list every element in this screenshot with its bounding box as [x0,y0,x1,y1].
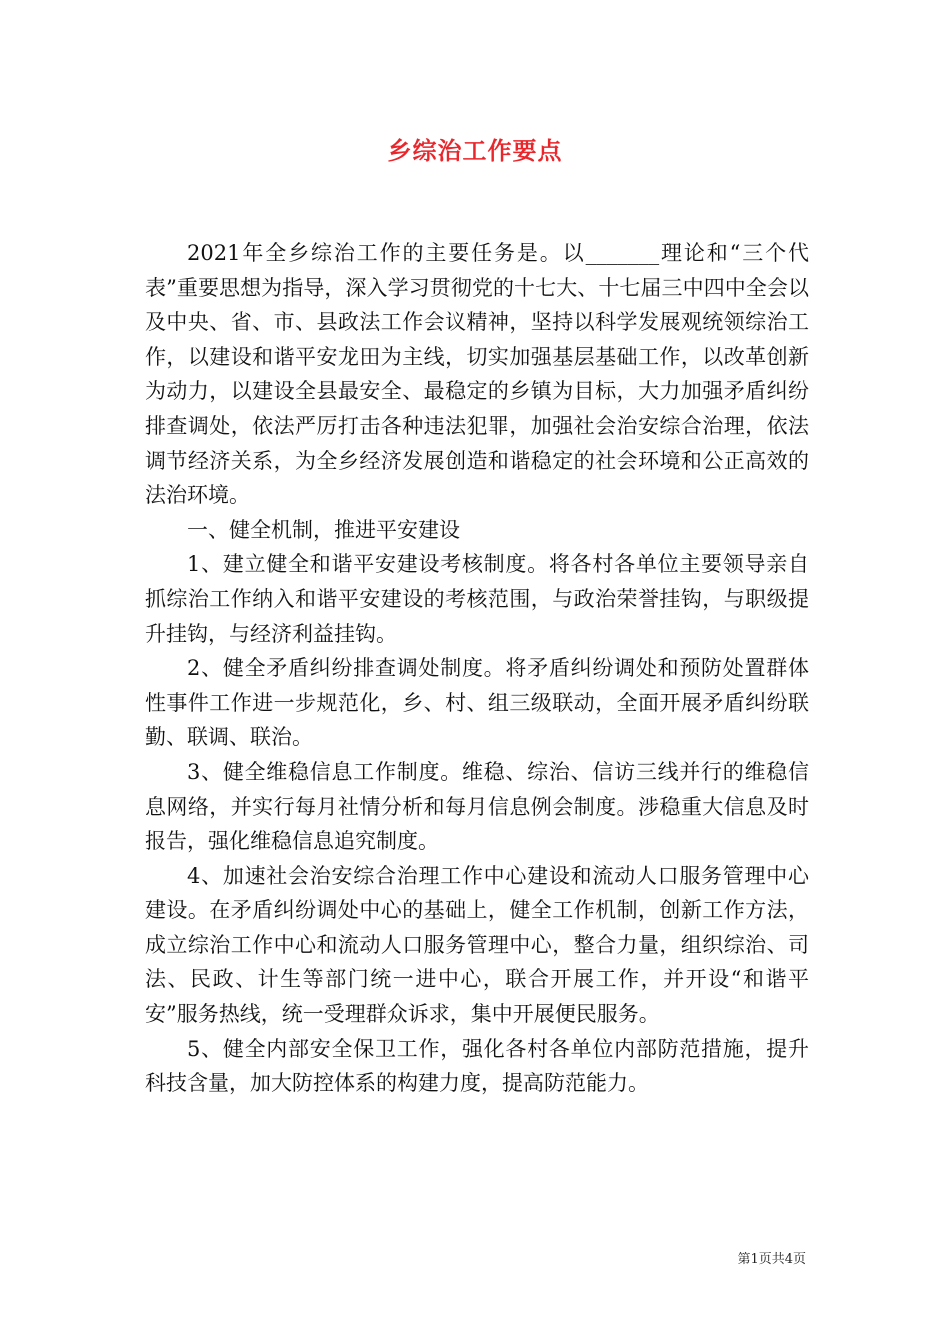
item-paragraph-2: 2、健全矛盾纠纷排查调处制度。将矛盾纠纷调处和预防处置群体性事件工作进一步规范化，乡、村、组三级联动，全面开展矛盾纠纷联勤、联调、联治。 [145,656,809,750]
document-body [145,236,809,1101]
document-title: 乡综治工作要点 [387,136,563,165]
intro-paragraph: 2021年全乡综治工作的主要任务是。以_______理论和“三个代表”重要思想为指导，深入学习贯彻党的十七大、十七届三中四中全会以及中央、省、市、县政法工作会议精神，坚持以科学发展观统领综治工作，以建设和谐平安龙田为主线，切实加强基层基础工作，以改革创新为动力，以建设全县最安全、最稳定的乡镇为目标，大力加强矛盾纠纷排查调处，依法严厉打击各种违法犯罪，加强社会治安综合治理，依法调节经济关系，为全乡经济发展创造和谐稳定的社会环境和公正高效的法治环境。 [145,241,809,508]
item-paragraph-3: 3、健全维稳信息工作制度。维稳、综治、信访三线并行的维稳信息网络，并实行每月社情分析和每月信息例会制度。涉稳重大信息及时报告，强化维稳信息追究制度。 [145,759,809,854]
item-paragraph-1: 1、建立健全和谐平安建设考核制度。将各村各单位主要领导亲自抓综治工作纳入和谐平安建设的考核范围，与政治荣誉挂钩，与职级提升挂钩，与经济利益挂钩。 [145,552,809,646]
section-heading: 一、健全机制，推进平安建设 [187,517,460,542]
item-paragraph-4: 4、加速社会治安综合治理工作中心建设和流动人口服务管理中心建设。在矛盾纠纷调处中心的基础上，健全工作机制，创新工作方法，成立综治工作中心和流动人口服务管理中心，整合力量，组织综治、司法、民政、计生等部门统一进中心，联合开展工作，并开设“和谐平安”服务热线，统一受理群众诉求，集中开展便民服务。 [145,863,809,1027]
page-number: 第1页共4页 [737,1252,806,1267]
item-paragraph-5: 5、健全内部安全保卫工作，强化各村各单位内部防范措施，提升科技含量，加大防控体系的构建力度，提高防范能力。 [145,1036,809,1096]
